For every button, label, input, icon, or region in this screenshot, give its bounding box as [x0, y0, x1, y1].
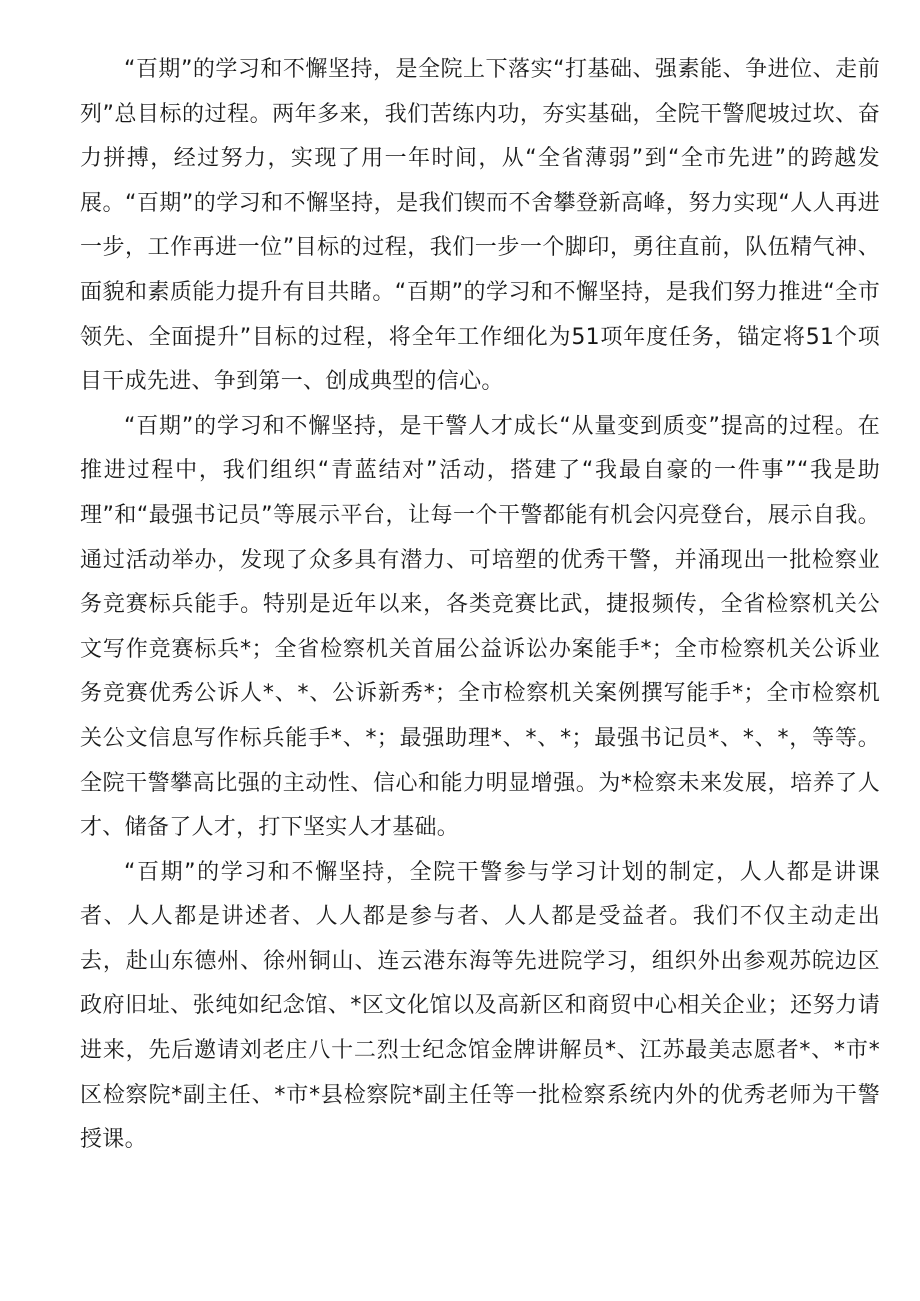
paragraph-1: “百期”的学习和不懈坚持，是全院上下落实“打基础、强素能、争进位、走前列”总目标的过程。两年多来，我们苦练内功，夯实基础，全院干警爬坡过坎、奋力拼搏，经过努力，实现了用一年时间，从“全省薄弱”到“全市先进”的跨越发展。“百期”的学习和不懈坚持，是我们锲而不舍攀登新高峰，努力实现“人人再进一步，工作再进一位”目标的过程，我们一步一个脚印，勇往直前，队伍精气神、面貌和素质能力提升有目共睹。“百期”的学习和不懈坚持，是我们努力推进“全市领先、全面提升”目标的过程，将全年工作细化为51项年度任务，锚定将51个项目干成先进、争到第一、创成典型的信心。 — [80, 57, 880, 395]
document-body — [80, 48, 880, 1163]
paragraph-3: “百期”的学习和不懈坚持，全院干警参与学习计划的制定，人人都是讲课者、人人都是讲述者、人人都是参与者、人人都是受益者。我们不仅主动走出去，赴山东德州、徐州铜山、连云港东海等先进院学习，组织外出参观苏皖边区政府旧址、张纯如纪念馆、*区文化馆以及高新区和商贸中心相关企业；还努力请进来，先后邀请刘老庄八十二烈士纪念馆金牌讲解员*、江苏最美志愿者*、*市*区检察院*副主任、*市*县检察院*副主任等一批检察系统内外的优秀老师为干警授课。 — [80, 859, 880, 1153]
paragraph-2: “百期”的学习和不懈坚持，是干警人才成长“从量变到质变”提高的过程。在推进过程中，我们组织“青蓝结对”活动，搭建了“我最自豪的一件事”“我是助理”和“最强书记员”等展示平台，让每一个干警都能有机会闪亮登台，展示自我。通过活动举办，发现了众多具有潜力、可培塑的优秀干警，并涌现出一批检察业务竞赛标兵能手。特别是近年以来，各类竞赛比武，捷报频传，全省检察机关公文写作竞赛标兵*；全省检察机关首届公益诉讼办案能手*；全市检察机关公诉业务竞赛优秀公诉人*、*、公诉新秀*；全市检察机关案例撰写能手*；全市检察机关公文信息写作标兵能手*、*；最强助理*、*、*；最强书记员*、*、*，等等。全院干警攀高比强的主动性、信心和能力明显增强。为*检察未来发展，培养了人才、储备了人才，打下坚实人才基础。 — [80, 413, 880, 841]
